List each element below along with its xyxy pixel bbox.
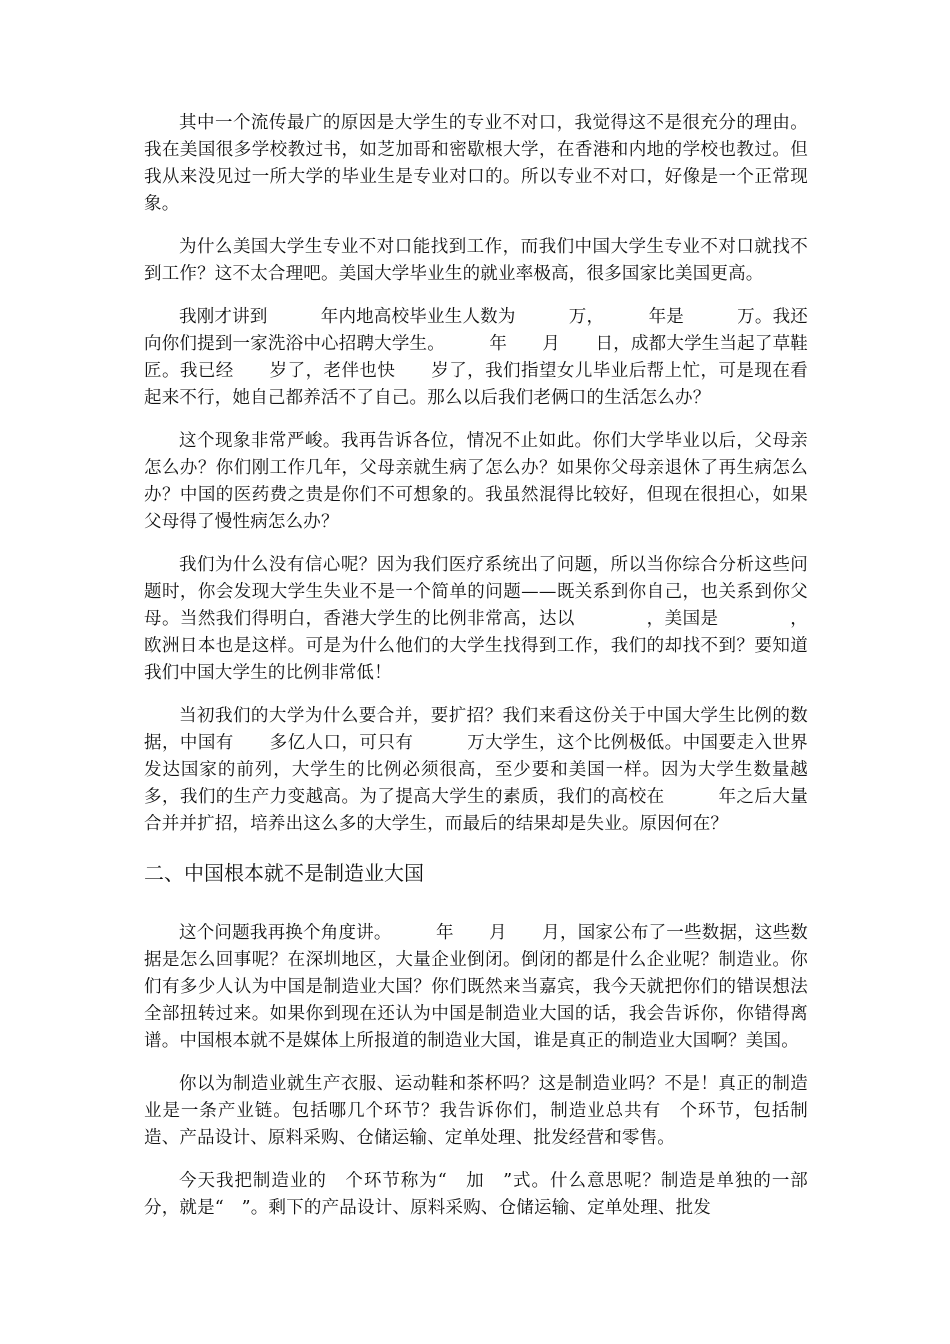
paragraph: 为什么美国大学生专业不对口能找到工作，而我们中国大学生专业不对口就找不到工作？这不太合理吧。美国大学毕业生的就业率极高，很多国家比美国更高。 <box>144 237 808 284</box>
section-heading: 二、中国根本就不是制造业大国 <box>144 861 424 885</box>
paragraph: 这个现象非常严峻。我再告诉各位，情况不止如此。你们大学毕业以后，父母亲怎么办？你们刚工作几年，父母亲就生病了怎么办？如果你父母亲退休了再生病怎么办？中国的医药费之贵是你们不可想象的。我虽然混得比较好，但现在很担心，如果父母得了慢性病怎么办？ <box>144 431 808 532</box>
paragraph: 你以为制造业就生产衣服、运动鞋和茶杯吗？这是制造业吗？不是！真正的制造业是一条产业链。包括哪几个环节？我告诉你们，制造业总共有 个环节，包括制造、产品设计、原料采购、仓储运输、定单处理、批发经营和零售。 <box>144 1074 808 1148</box>
document-page <box>144 110 808 1238</box>
paragraph: 我刚才讲到 年内地高校毕业生人数为 万， 年是 万。我还向你们提到一家洗浴中心招聘大学生。 年 月 日，成都大学生当起了草鞋匠。我已经 岁了，老伴也快 岁了，我们指望女儿毕业后帮上忙，可是现在看起来不行，她自己都养活不了自己。那么以后我们老俩口的生活怎么办？ <box>144 307 808 408</box>
paragraph: 这个问题我再换个角度讲。 年 月 月，国家公布了一些数据，这些数据是怎么回事呢？在深圳地区，大量企业倒闭。倒闭的都是什么企业呢？制造业。你们有多少人认为中国是制造业大国？你们既然来当嘉宾，我今天就把你们的错误想法全部扭转过来。如果你到现在还认为中国是制造业大国的话，我会告诉你，你错得离谱。中国根本就不是媒体上所报道的制造业大国，谁是真正的制造业大国啊？美国。 <box>144 923 808 1051</box>
paragraph: 今天我把制造业的 个环节称为“ 加 ”式。什么意思呢？制造是单独的一部分，就是“ ”。剩下的产品设计、原料采购、仓储运输、定单处理、批发 <box>144 1171 808 1218</box>
paragraph: 其中一个流传最广的原因是大学生的专业不对口，我觉得这不是很充分的理由。我在美国很多学校教过书，如芝加哥和密歇根大学，在香港和内地的学校也教过。但我从来没见过一所大学的毕业生是专业对口的。所以专业不对口，好像是一个正常现象。 <box>144 113 808 214</box>
paragraph: 当初我们的大学为什么要合并，要扩招？我们来看这份关于中国大学生比例的数据，中国有 多亿人口，可只有 万大学生，这个比例极低。中国要走入世界发达国家的前列，大学生的比例必须很高，至少要和美国一样。因为大学生数量越多，我们的生产力变越高。为了提高大学生的素质，我们的高校在 年之后大量合并并扩招，培养出这么多的大学生，而最后的结果却是失业。原因何在？ <box>144 706 808 834</box>
paragraph: 我们为什么没有信心呢？因为我们医疗系统出了问题，所以当你综合分析这些问题时，你会发现大学生失业不是一个简单的问题——既关系到你自己，也关系到你父母。当然我们得明白，香港大学生的比例非常高，达以 ，美国是 ，欧洲日本也是这样。可是为什么他们的大学生找得到工作，我们的却找不到？要知道我们中国大学生的比例非常低！ <box>144 555 808 683</box>
